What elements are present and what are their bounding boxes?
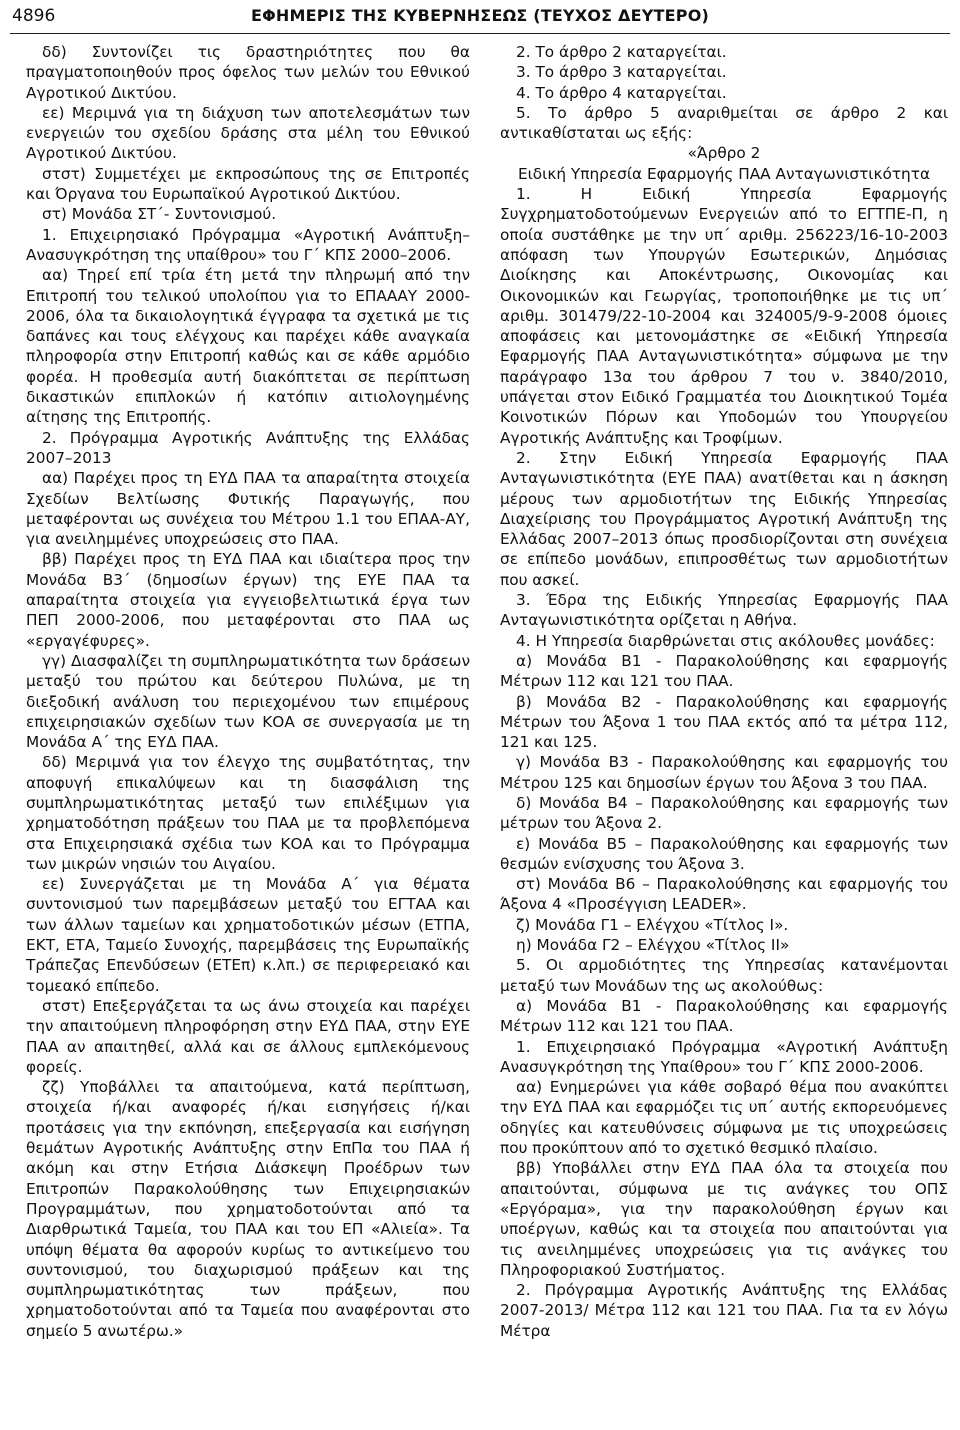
paragraph: 2. Το άρθρο 2 καταργείται. — [516, 43, 727, 61]
paragraph: 3. Έδρα της Ειδικής Υπηρεσίας Εφαρμογής ΠΑΑ Ανταγωνιστικότητα ορίζεται η Αθήνα. — [500, 591, 948, 630]
paragraph: αα) Ενημερώνει για κάθε σοβαρό θέμα που ανακύπτει την ΕΥΔ ΠΑΑ και εφαρμόζει τις υπ΄ αυτής εκπορευόμενες οδηγίες και κατευθύνσεις σύμφωνα με τις υποχρεώσεις που προκύπτουν από το σχετικό θεσμικό πλαίσιο. — [500, 1078, 948, 1158]
paragraph: β) Μονάδα Β2 - Παρακολούθησης και εφαρμογής Μέτρων του Άξονα 1 του ΠΑΑ εκτός από τα μέτρα 112, 121 και 125. — [500, 692, 948, 752]
paragraph: 2. Πρόγραμμα Αγροτικής Ανάπτυξης της Ελλάδας 2007-2013/ Μέτρα 112 και 121 του ΠΑΑ. Για τα εν λόγω Μέτρα — [500, 1281, 948, 1340]
paragraph: Ειδική Υπηρεσία Εφαρμογής ΠΑΑ Ανταγωνιστικότητα — [517, 164, 931, 183]
paragraph: 3. Το άρθρο 3 καταργείται. — [516, 63, 727, 82]
paragraph: αα) Παρέχει προς τη ΕΥΔ ΠΑΑ τα απαραίτητα στοιχεία Σχεδίων Βελτίωσης Φυτικής Παραγωγής, που μεταφέρονται ως συνέχεια του Μέτρου 1.1 του ΕΠΑΑ-ΑΥ, για ανειλημμένες υποχρεώσεις στο ΠΑΑ. — [26, 469, 470, 549]
page-number: 4896 — [12, 6, 56, 26]
paragraph: ζ) Μονάδα Γ1 – Ελέγχου «Τίτλος Ι». — [516, 915, 789, 934]
paragraph: γ) Μονάδα Β3 - Παρακολούθησης και εφαρμογής του Μέτρου 125 και δημοσίων έργων του Άξονα 3 του ΠΑΑ. — [500, 753, 948, 792]
paragraph: εε) Συνεργάζεται με τη Μονάδα Α΄ για θέματα συντονισμού των παρεμβάσεων μεταξύ του ΕΓΤΑΑ και των άλλων ταμείων και χρηματοδοτικών μέσων (ΕΤΠΑ, ΕΚΤ, ΕΤΑ, Ταμείο Συνοχής, παρεμβάσεις της Ευρωπαϊκής Τράπεζας Επενδύσεων (ΕΤΕπ) κ.λπ.) σε περιφερειακό και τομεακό επίπεδο. — [26, 875, 470, 995]
paragraph: η) Μονάδα Γ2 – Ελέγχου «Τίτλος ΙΙ» — [516, 936, 790, 955]
paragraph: δδ) Μεριμνά για τον έλεγχο της συμβατότητας, την αποφυγή επικαλύψεων και τη διασφάλιση της συμπληρωματικότητας μεταξύ των επιλέξιμων για χρηματοδότηση πράξεων του ΠΑΑ με τα προβλεπόμενα στα Επιχειρησιακά σχέδια των ΚΟΑ και το Πρόγραμμα των μικρών νησιών του Αιγαίου. — [26, 753, 470, 873]
paragraph: α) Μονάδα Β1 - Παρακολούθησης και εφαρμογής Μέτρων 112 και 121 του ΠΑΑ. — [500, 996, 948, 1036]
paragraph: 2. Στην Ειδική Υπηρεσία Εφαρμογής ΠΑΑ Ανταγωνιστικότητα (ΕΥΕ ΠΑΑ) ανατίθεται και η άσκηση μέρους των αρμοδιοτήτων της Ειδικής Υπηρεσίας Διαχείρισης του Προγράμματος Αγροτική Ανάπτυξη της Ελλάδας 2007–2013 όπως προσδιορίζονται στη συνέχεια σε επίπεδο μονάδων, επιπροσθέτως των αρμοδιοτήτων που ασκεί. — [500, 448, 948, 589]
page-header — [10, 0, 950, 36]
gazette-title: ΕΦΗΜΕΡΙΣ ΤΗΣ ΚΥΒΕΡΝΗΣΕΩΣ (ΤΕΥΧΟΣ ΔΕΥΤΕΡΟ) — [250, 6, 710, 25]
paragraph: στστ) Επεξεργάζεται τα ως άνω στοιχεία και παρέχει την απαιτούμενη πληροφόρηση στην ΕΥΔ ΠΑΑ, στην ΕΥΕ ΠΑΑ αν απαιτηθεί, αλλά και σε άλλους εμπλεκόμενους φορείς. — [26, 996, 470, 1076]
paragraph: εε) Μεριμνά για τη διάχυση των αποτελεσμάτων των ενεργειών του σχεδίου δράσης στα μέλη του Εθνικού Αγροτικού Δικτύου. — [26, 103, 470, 163]
paragraph: ββ) Παρέχει προς τη ΕΥΔ ΠΑΑ και ιδιαίτερα προς την Μονάδα Β3΄ (δημοσίων έργων) της ΕΥΕ ΠΑΑ τα απαραίτητα στοιχεία για εγγειοβελτιωτικά έργα των ΠΕΠ 2000-2006, που μεταφέρονται στο ΠΑΑ ως «εργαγέφυρες». — [26, 550, 470, 650]
right-column — [500, 42, 948, 1341]
paragraph: 1. Η Ειδική Υπηρεσία Εφαρμογής Συγχρηματοδοτούμενων Ενεργειών από το ΕΓΤΠΕ-Π, η οποία συστάθηκε με την υπ΄ αριθμ. 256223/16-10-2003 απόφαση των Υπουργών Εσωτερικών, Δημόσιας Διοίκησης και Αποκέντρωσης, Οικονομίας και Οικονομικών και Γεωργίας, τροποποιήθηκε με τις υπ΄ αριθμ. 301479/22-10-2004 και 324005/9-9-2008 όμοιες αποφάσεις και μετονομάστηκε σε «Ειδική Υπηρεσία Εφαρμογής ΠΑΑ Ανταγωνιστικότητα» σύμφωνα με την παράγραφο 13α του άρθρου 7 του ν. 3840/2010, υπάγεται στον Ειδικό Γραμματέα του Διοικητικού Τομέα Κοινοτικών Πόρων και Υποδομών του Υπουργείου Αγροτικής Ανάπτυξης και Τροφίμων. — [500, 185, 948, 447]
paragraph: δ) Μονάδα Β4 – Παρακολούθησης και εφαρμογής των μέτρων του Άξονα 2. — [500, 793, 948, 833]
paragraph: στ) Μονάδα Β6 – Παρακολούθησης και εφαρμογής του Άξονα 4 «Προσέγγιση LEADER». — [500, 875, 948, 914]
paragraph: 1. Επιχειρησιακό Πρόγραμμα «Αγροτική Ανάπτυξη–Ανασυγκρότηση της υπαίθρου» του Γ΄ ΚΠΣ 2000–2006. — [26, 225, 470, 264]
paragraph: στστ) Συμμετέχει με εκπροσώπους της σε Επιτροπές και Όργανα του Ευρωπαϊκού Αγροτικού Δικτύου. — [26, 164, 470, 204]
paragraph: γγ) Διασφαλίζει τη συμπληρωματικότητα των δράσεων μεταξύ του πρώτου και δεύτερου Πυλώνα, με τη διεξοδική ανάλυση του περιεχομένου των επιμέρους επιχειρησιακών σχεδίων των ΚΟΑ σε συνεργασία με τη Μονάδα Α΄ της ΕΥΔ ΠΑΑ. — [26, 651, 470, 752]
paragraph: 1. Επιχειρησιακό Πρόγραμμα «Αγροτική Ανάπτυξη Ανασυγκρότηση της Υπαίθρου» του Γ΄ ΚΠΣ 2000-2006. — [500, 1037, 948, 1076]
paragraph: 5. Το άρθρο 5 αναριθμείται σε άρθρο 2 και αντικαθίσταται ως εξής: — [500, 103, 948, 143]
paragraph: «Άρθρο 2 — [687, 144, 761, 163]
paragraph: α) Μονάδα Β1 - Παρακολούθησης και εφαρμογής Μέτρων 112 και 121 του ΠΑΑ. — [500, 651, 948, 691]
paragraph: αα) Τηρεί επί τρία έτη μετά την πληρωμή από την Επιτροπή του τελικού υπολοίπου για το ΕΠΑΑΑΥ 2000-2006, όλα τα δικαιολογητικά έγγραφα τα σχετικά με τις δαπάνες και τους ελέγχους και παρέχει κάθε αναγκαία πληροφορία στην Επιτροπή καθώς και σε κάθε αρμόδιο φορέα. Η προθεσμία αυτή διακόπτεται σε περίπτωση δικαστικών επιπλοκών ή κατόπιν αιτιολογημένης αίτησης της Επιτροπής. — [26, 266, 470, 427]
paragraph: 4. Το άρθρο 4 καταργείται. — [516, 83, 727, 102]
paragraph: δδ) Συντονίζει τις δραστηριότητες που θα πραγματοποιηθούν προς όφελος των μελών του Εθνικού Αγροτικού Δικτύου. — [26, 43, 470, 102]
paragraph: ζζ) Υποβάλλει τα απαιτούμενα, κατά περίπτωση, στοιχεία ή/και αναφορές ή/και εισηγήσεις ή/και προτάσεις για την εκπόνηση, επεξεργασία και εισήγηση θεμάτων Αγροτικής Ανάπτυξης στην ΕπΠα του ΠΑΑ ή ακόμη και στην Ετήσια Διάσκεψη Προέδρων των Επιτροπών Παρακολούθησης των Επιχειρησιακών Προγραμμάτων, που χρηματοδοτούνται από τα Διαρθρωτικά Ταμεία, του ΠΑΑ και του ΕΠ «Αλιεία». Τα υπόψη θέματα θα αφορούν κυρίως το αντικείμενο του συντονισμού, του διαχωρισμού πράξεων και της συμπληρωματικότητας των πράξεων, που χρηματοδοτούνται από τα Ταμεία που αναφέρονται στο σημείο 5 ανωτέρω.» — [26, 1078, 470, 1340]
header-rule — [10, 33, 950, 34]
paragraph: 4. Η Υπηρεσία διαρθρώνεται στις ακόλουθες μονάδες: — [516, 631, 935, 650]
paragraph: ε) Μονάδα Β5 – Παρακολούθησης και εφαρμογής των θεσμών ενίσχυσης του Άξονα 3. — [500, 834, 948, 873]
paragraph: ββ) Υποβάλλει στην ΕΥΔ ΠΑΑ όλα τα στοιχεία που απαιτούνται, σύμφωνα με τις ανάγκες του ΟΠΣ «Εργόραμα», για την παρακολούθηση έργων και υποέργων, καθώς και τα στοιχεία που απαιτούνται για τις ανειλημμένες υποχρεώσεις για τις ανάγκες του Πληροφοριακού Συστήματος. — [500, 1159, 948, 1279]
paragraph: 5. Οι αρμοδιότητες της Υπηρεσίας κατανέμονται μεταξύ των Μονάδων της ως ακολούθως: — [500, 956, 948, 995]
left-column — [26, 42, 470, 1341]
paragraph: στ) Μονάδα ΣΤ΄- Συντονισμού. — [42, 205, 277, 224]
paragraph: 2. Πρόγραμμα Αγροτικής Ανάπτυξης της Ελλάδας 2007–2013 — [26, 428, 470, 467]
